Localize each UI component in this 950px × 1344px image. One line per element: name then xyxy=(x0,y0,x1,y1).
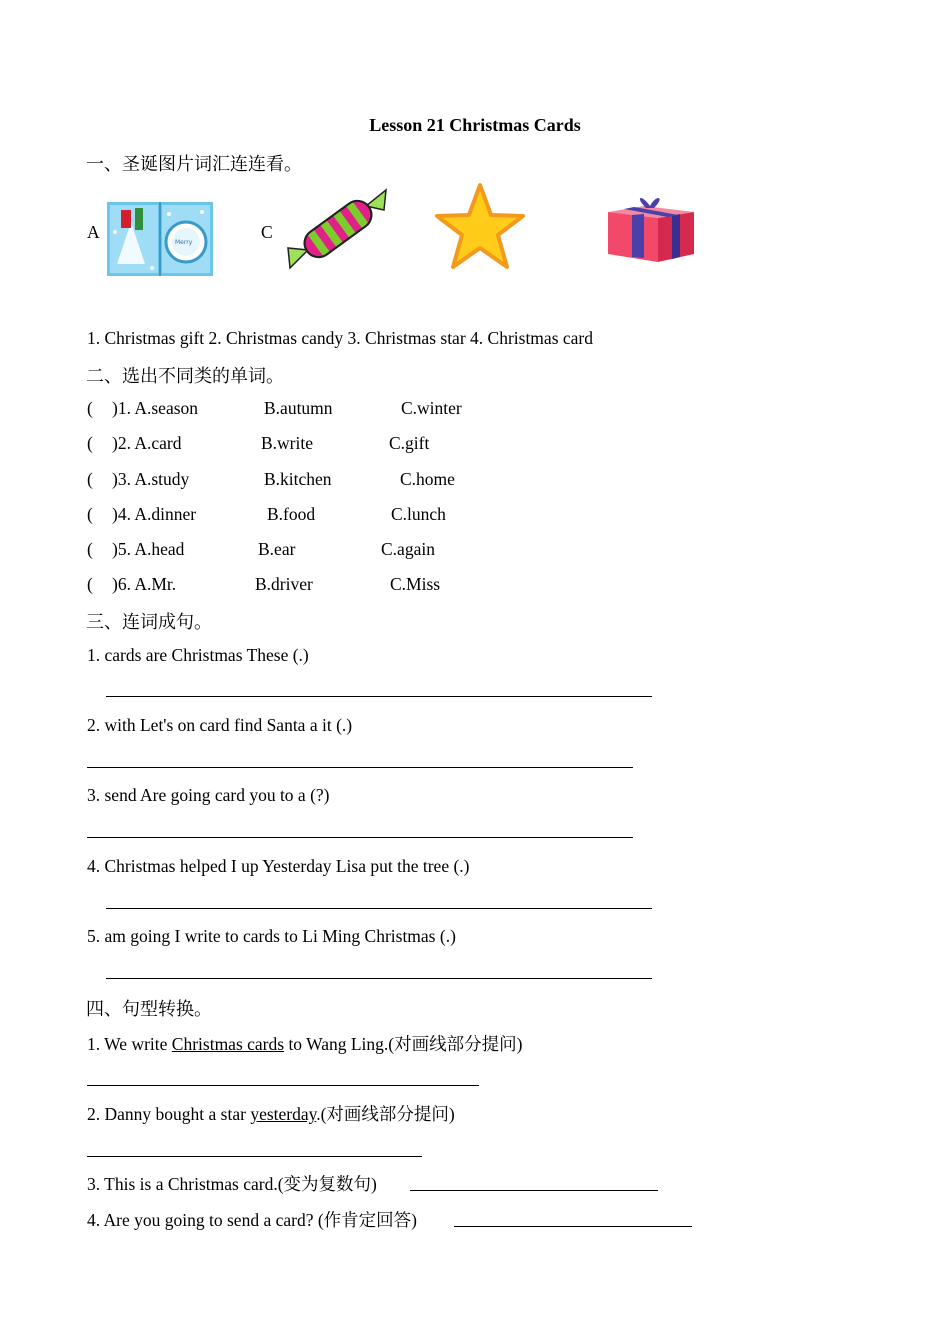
answer-blank[interactable]: ( xyxy=(87,504,93,524)
transform-question-1 xyxy=(87,1031,522,1056)
transform-question-2 xyxy=(87,1101,455,1126)
answer-line[interactable] xyxy=(106,908,652,909)
answer-blank[interactable]: ( xyxy=(87,433,93,453)
christmas-card-icon xyxy=(107,202,213,276)
answer-line[interactable] xyxy=(87,767,633,768)
label-a: A xyxy=(87,222,100,242)
answer-line[interactable] xyxy=(410,1190,658,1191)
transform-question-3: 3. This is a Christmas card.(变为复数句) xyxy=(87,1174,377,1194)
option-a: )1. A.season xyxy=(112,398,199,418)
section-2-heading: 二、选出不同类的单词。 xyxy=(86,366,284,387)
scrambled-sentence: 5. am going I write to cards to Li Ming Christmas (.) xyxy=(87,926,456,946)
answer-line[interactable] xyxy=(106,696,652,697)
option-c: C.home xyxy=(400,469,455,489)
section-3-heading: 三、连词成句。 xyxy=(86,612,212,633)
candy-icon xyxy=(286,188,390,270)
svg-text:Merry: Merry xyxy=(175,239,193,246)
section-1-heading: 一、圣诞图片词汇连连看。 xyxy=(86,154,302,175)
gift-icon xyxy=(604,196,698,264)
option-a: )5. A.head xyxy=(112,539,185,559)
transform-question-4: 4. Are you going to send a card? (作肯定回答) xyxy=(87,1210,417,1230)
option-b: B.autumn xyxy=(264,398,333,418)
option-c: C.again xyxy=(381,539,435,559)
option-b: B.kitchen xyxy=(264,469,332,489)
scrambled-sentence: 4. Christmas helped I up Yesterday Lisa put the tree (.) xyxy=(87,856,470,876)
answer-line[interactable] xyxy=(87,1156,422,1157)
answer-blank[interactable]: ( xyxy=(87,469,93,489)
scrambled-sentence: 2. with Let's on card find Santa a it (.) xyxy=(87,715,353,735)
scrambled-sentence: 1. cards are Christmas These (.) xyxy=(87,645,309,665)
option-a: )4. A.dinner xyxy=(112,504,197,524)
option-a: )6. A.Mr. xyxy=(112,574,177,594)
answer-blank[interactable]: ( xyxy=(87,574,93,594)
option-c: C.winter xyxy=(401,398,462,418)
section-4-heading: 四、句型转换。 xyxy=(86,999,212,1020)
q1-prefix: 1. We write xyxy=(87,1034,172,1054)
page-title: Lesson 21 Christmas Cards xyxy=(369,115,581,135)
answer-blank[interactable]: ( xyxy=(87,539,93,559)
star-icon xyxy=(434,182,526,270)
option-a: )3. A.study xyxy=(112,469,190,489)
q1-underlined: Christmas cards xyxy=(171,1034,285,1054)
option-b: B.write xyxy=(261,433,314,453)
answer-line[interactable] xyxy=(87,837,633,838)
label-c: C xyxy=(261,222,273,242)
option-c: C.lunch xyxy=(391,504,446,524)
option-c: C.Miss xyxy=(390,574,441,594)
word-list: 1. Christmas gift 2. Christmas candy 3. Christmas star 4. Christmas card xyxy=(87,328,593,348)
option-b: B.ear xyxy=(258,539,296,559)
q2-underlined: yesterday xyxy=(250,1104,317,1124)
answer-line[interactable] xyxy=(454,1226,692,1227)
option-a: )2. A.card xyxy=(112,433,182,453)
q2-suffix: .(对画线部分提问) xyxy=(316,1104,455,1124)
option-c: C.gift xyxy=(389,433,430,453)
q2-prefix: 2. Danny bought a star xyxy=(87,1104,251,1124)
answer-line[interactable] xyxy=(87,1085,479,1086)
option-b: B.food xyxy=(267,504,316,524)
q1-suffix: to Wang Ling.(对画线部分提问) xyxy=(284,1034,523,1054)
scrambled-sentence: 3. send Are going card you to a (?) xyxy=(87,785,330,805)
answer-blank[interactable]: ( xyxy=(87,398,93,418)
option-b: B.driver xyxy=(255,574,313,594)
answer-line[interactable] xyxy=(106,978,652,979)
